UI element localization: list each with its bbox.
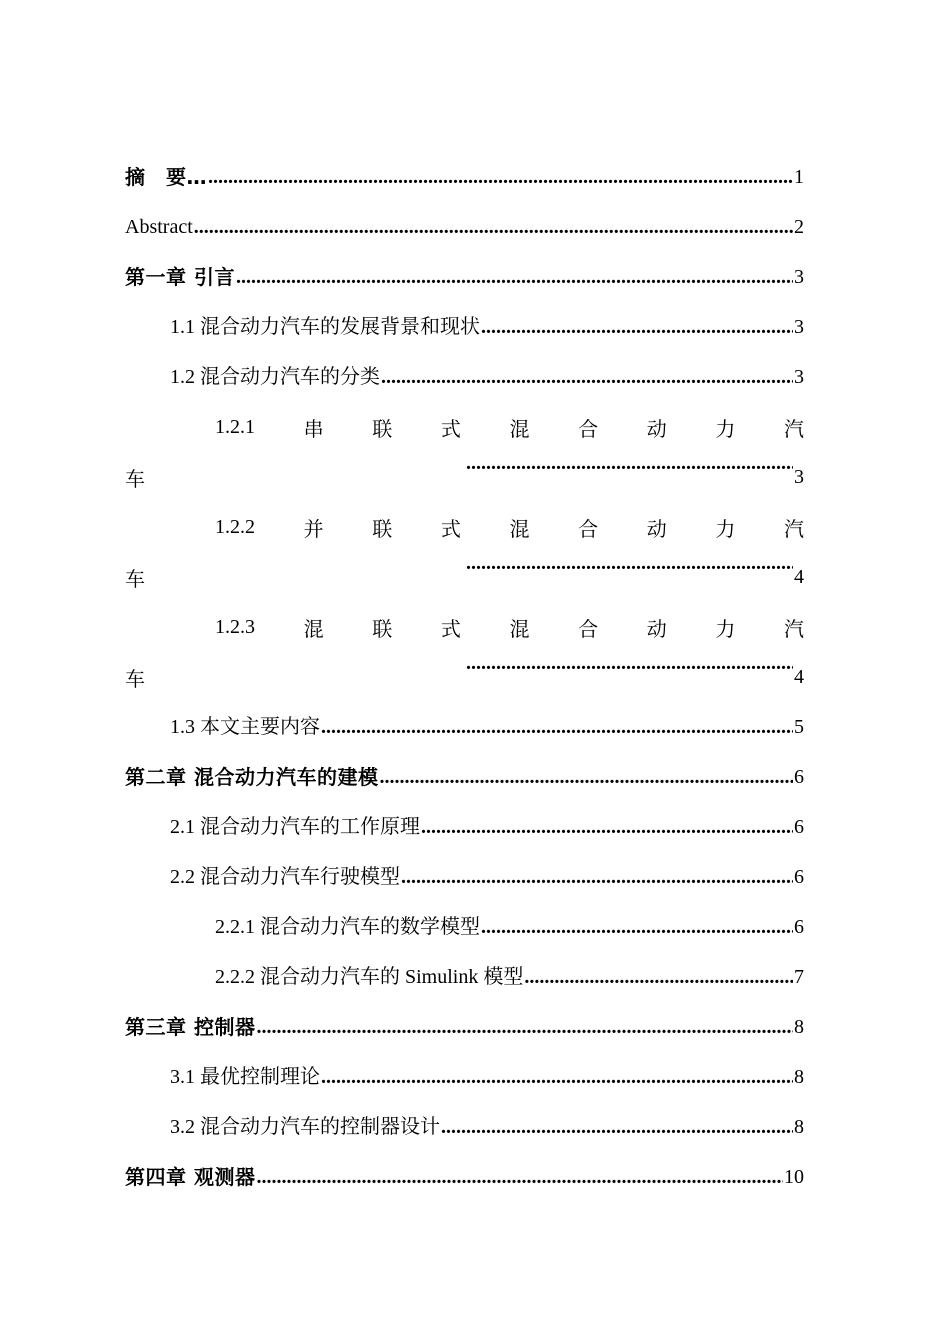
toc-title-part: 汽 <box>784 518 804 541</box>
toc-title-part: 联 <box>372 518 393 541</box>
toc-page-number: 3 <box>794 266 804 288</box>
toc-entry-chapter-2[interactable] <box>125 752 804 802</box>
toc-page-number: 4 <box>794 665 804 688</box>
toc-leader <box>421 802 793 852</box>
toc-title-part: 联 <box>372 618 393 641</box>
toc-title-part: 混 <box>509 518 530 541</box>
toc-leader <box>401 852 793 902</box>
toc-title: 2.2.2 混合动力汽车的 Simulink 模型 <box>215 966 524 988</box>
toc-page-number: 2 <box>794 216 804 238</box>
toc-leader <box>379 752 793 802</box>
toc-title-tail: 车 <box>125 468 145 491</box>
toc-title: 3.2 混合动力汽车的控制器设计 <box>170 1116 440 1138</box>
toc-entry-3-1[interactable] <box>125 1052 804 1102</box>
toc-title-part: 式 <box>440 418 461 441</box>
toc-leader <box>466 452 793 502</box>
toc-title: 第一章 引言 <box>125 265 235 289</box>
toc-leader <box>236 252 793 302</box>
toc-entry-1-2-3[interactable] <box>125 602 804 652</box>
toc-entry-1-2-3-continued[interactable] <box>125 652 804 702</box>
toc-page-number: 5 <box>794 716 804 738</box>
toc-leader <box>481 302 793 352</box>
toc-page-number: 6 <box>794 816 804 838</box>
toc-entry-1-2-2-continued[interactable] <box>125 552 804 602</box>
toc-entry-2-2[interactable] <box>125 852 804 902</box>
toc-title-part: 汽 <box>784 418 804 441</box>
toc-entry-1-2-2[interactable] <box>125 502 804 552</box>
toc-title-part: 动 <box>646 418 667 441</box>
toc-page-number: 8 <box>794 1116 804 1138</box>
toc-title-part: 汽 <box>784 618 804 641</box>
toc-title: 摘 要… <box>125 165 207 189</box>
toc-leader <box>321 702 793 752</box>
toc-page-number: 1 <box>794 166 804 188</box>
toc-title-part: 合 <box>578 418 599 441</box>
toc-title: 3.1 最优控制理论 <box>170 1066 320 1088</box>
toc-page-number: 6 <box>794 916 804 938</box>
toc-title: 1.1 混合动力汽车的发展背景和现状 <box>170 316 480 338</box>
toc-title: 第二章 混合动力汽车的建模 <box>125 765 379 789</box>
toc-title-part: 1.2.3 <box>215 615 255 638</box>
toc-entry-abstract-cn[interactable] <box>125 152 804 202</box>
toc-title-part: 式 <box>440 618 461 641</box>
toc-page-number: 3 <box>794 465 804 488</box>
toc-title-part: 力 <box>715 518 736 541</box>
toc-title-part: 并 <box>303 518 324 541</box>
toc-leader <box>441 1102 793 1152</box>
toc-leader <box>256 1152 783 1202</box>
toc-title-part: 合 <box>578 518 599 541</box>
toc-entry-1-1[interactable] <box>125 302 804 352</box>
toc-title-part: 混 <box>303 618 324 641</box>
toc-title: Abstract <box>125 216 193 238</box>
toc-page-number: 4 <box>794 565 804 588</box>
toc-leader <box>481 902 793 952</box>
toc-leader <box>466 652 793 702</box>
toc-leader <box>256 1002 793 1052</box>
toc-title: 2.2 混合动力汽车行驶模型 <box>170 866 400 888</box>
toc-entry-1-2-1[interactable] <box>125 402 804 452</box>
toc-entry-1-2-1-continued[interactable] <box>125 452 804 502</box>
toc-leader <box>194 202 793 252</box>
toc-entry-chapter-1[interactable] <box>125 252 804 302</box>
toc-entry-abstract-en[interactable] <box>125 202 804 252</box>
toc-entry-1-3[interactable] <box>125 702 804 752</box>
toc-title-part: 串 <box>303 418 324 441</box>
toc-page-number: 6 <box>794 766 804 788</box>
toc-leader <box>321 1052 793 1102</box>
toc-entry-2-2-2[interactable] <box>125 952 804 1002</box>
toc-title-part: 1.2.2 <box>215 515 255 538</box>
toc-title: 1.3 本文主要内容 <box>170 716 320 738</box>
toc-title-part: 动 <box>646 518 667 541</box>
toc-title-part: 1.2.1 <box>215 415 255 438</box>
toc-title-part: 力 <box>715 618 736 641</box>
toc-title-part: 动 <box>646 618 667 641</box>
toc-entry-1-2[interactable] <box>125 352 804 402</box>
toc-page-number: 3 <box>794 366 804 388</box>
toc-leader <box>381 352 793 402</box>
toc-entry-3-2[interactable] <box>125 1102 804 1152</box>
toc-title: 2.2.1 混合动力汽车的数学模型 <box>215 916 480 938</box>
toc-leader <box>524 952 793 1002</box>
toc-page-number: 10 <box>784 1166 804 1188</box>
toc-title-part: 式 <box>440 518 461 541</box>
toc-title: 2.1 混合动力汽车的工作原理 <box>170 816 420 838</box>
table-of-contents <box>125 152 804 1202</box>
toc-title-tail: 车 <box>125 568 145 591</box>
toc-page-number: 8 <box>794 1066 804 1088</box>
toc-leader <box>466 552 793 602</box>
toc-title-part: 力 <box>715 418 736 441</box>
toc-title: 1.2 混合动力汽车的分类 <box>170 366 380 388</box>
toc-title-part: 混 <box>509 618 530 641</box>
toc-entry-2-1[interactable] <box>125 802 804 852</box>
toc-page-number: 7 <box>794 966 804 988</box>
toc-title-part: 混 <box>509 418 530 441</box>
toc-leader <box>208 152 793 202</box>
toc-page-number: 6 <box>794 866 804 888</box>
toc-title-part: 合 <box>578 618 599 641</box>
toc-page-number: 3 <box>794 316 804 338</box>
toc-title-part: 联 <box>372 418 393 441</box>
toc-title: 第三章 控制器 <box>125 1015 256 1039</box>
toc-title-tail: 车 <box>125 668 145 691</box>
toc-title: 第四章 观测器 <box>125 1165 256 1189</box>
toc-page-number: 8 <box>794 1016 804 1038</box>
toc-entry-2-2-1[interactable] <box>125 902 804 952</box>
toc-entry-chapter-4[interactable] <box>125 1152 804 1202</box>
toc-entry-chapter-3[interactable] <box>125 1002 804 1052</box>
